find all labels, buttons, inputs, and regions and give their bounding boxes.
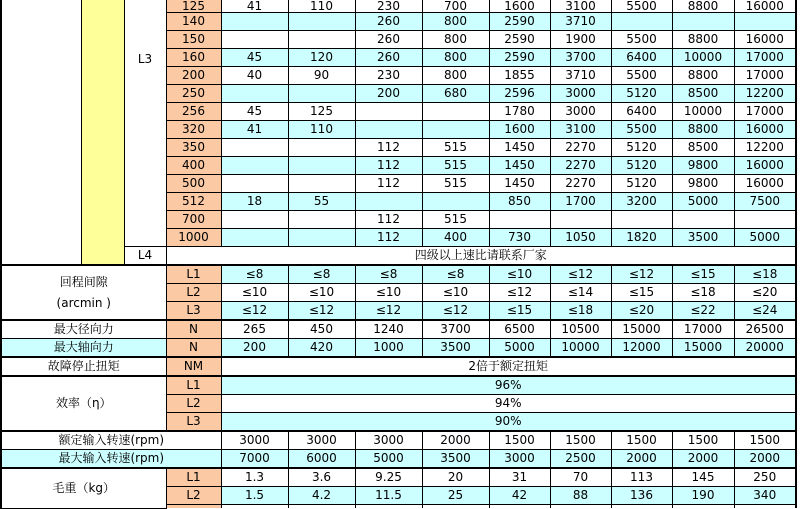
torque-value-cell: 700 xyxy=(422,0,489,13)
weight-value-cell: 1.5 xyxy=(221,487,288,505)
radial-force-value-cell: 450 xyxy=(288,320,355,339)
torque-value-cell: 515 xyxy=(422,139,489,157)
torque-value-cell: 800 xyxy=(422,67,489,85)
weight-value-cell: 70 xyxy=(550,468,611,487)
ratio-cell: 250 xyxy=(166,85,221,103)
torque-value-cell xyxy=(288,229,355,247)
axial-force-value-cell: 5000 xyxy=(489,339,550,358)
torque-value-cell xyxy=(672,211,734,229)
torque-value-cell: 18 xyxy=(221,193,288,211)
torque-value-cell xyxy=(611,13,672,31)
torque-value-cell: 1600 xyxy=(489,0,550,13)
torque-value-cell: 1600 xyxy=(489,121,550,139)
torque-value-cell: 1700 xyxy=(550,193,611,211)
torque-value-cell: 1050 xyxy=(550,229,611,247)
torque-value-cell: 2270 xyxy=(550,175,611,193)
backlash-value-cell: ≤20 xyxy=(734,284,796,302)
ratio-cell: 200 xyxy=(166,67,221,85)
torque-value-cell: 40 xyxy=(221,67,288,85)
torque-value-cell: 6400 xyxy=(611,49,672,67)
torque-value-cell xyxy=(221,85,288,103)
ratio-cell: 150 xyxy=(166,31,221,49)
torque-value-cell: 112 xyxy=(355,175,422,193)
ratio-cell: 700 xyxy=(166,211,221,229)
backlash-value-cell: ≤12 xyxy=(550,265,611,284)
torque-value-cell: 41 xyxy=(221,121,288,139)
unit-cell: NM xyxy=(166,357,221,376)
torque-value-cell: 5500 xyxy=(611,0,672,13)
backlash-value-cell: ≤12 xyxy=(221,302,288,321)
torque-value-cell xyxy=(489,211,550,229)
torque-value-cell: 110 xyxy=(288,0,355,13)
spec-table-body xyxy=(1,0,796,508)
backlash-value-cell: ≤8 xyxy=(221,265,288,284)
torque-value-cell: 5120 xyxy=(611,157,672,175)
backlash-value-cell: ≤8 xyxy=(355,265,422,284)
unit-cell: N xyxy=(166,320,221,339)
weight-value-cell: 145 xyxy=(672,468,734,487)
clipped-value-cell xyxy=(550,505,611,509)
torque-value-cell: 112 xyxy=(355,229,422,247)
torque-value-cell: 1780 xyxy=(489,103,550,121)
ratio-cell: 400 xyxy=(166,157,221,175)
backlash-value-cell: ≤12 xyxy=(288,302,355,321)
torque-value-cell xyxy=(288,157,355,175)
torque-value-cell: 850 xyxy=(489,193,550,211)
torque-value-cell: 515 xyxy=(422,175,489,193)
backlash-value-cell: ≤10 xyxy=(221,284,288,302)
torque-value-cell: 8800 xyxy=(672,121,734,139)
torque-value-cell: 260 xyxy=(355,13,422,31)
torque-value-cell xyxy=(422,103,489,121)
torque-value-cell: 800 xyxy=(422,13,489,31)
axial-force-value-cell: 1000 xyxy=(355,339,422,358)
torque-value-cell xyxy=(355,121,422,139)
backlash-value-cell: ≤20 xyxy=(611,302,672,321)
weight-value-cell: 1.3 xyxy=(221,468,288,487)
rated_speed-value-cell: 1500 xyxy=(734,431,796,450)
torque-value-cell xyxy=(355,193,422,211)
rated_speed-value-cell: 3000 xyxy=(288,431,355,450)
level-cell: L2 xyxy=(166,395,221,413)
clipped-value-cell xyxy=(221,505,288,509)
torque-value-cell: 55 xyxy=(288,193,355,211)
torque-value-cell: 16000 xyxy=(734,0,796,13)
torque-value-cell xyxy=(221,175,288,193)
torque-value-cell: 45 xyxy=(221,49,288,67)
torque-value-cell: 8800 xyxy=(672,0,734,13)
torque-value-cell: 112 xyxy=(355,139,422,157)
radial-force-value-cell: 26500 xyxy=(734,320,796,339)
torque-value-cell: 10000 xyxy=(672,103,734,121)
max_speed-value-cell: 3500 xyxy=(422,450,489,469)
weight-value-cell: 4.2 xyxy=(288,487,355,505)
backlash-value-cell: ≤8 xyxy=(422,265,489,284)
backlash-value-cell: ≤24 xyxy=(734,302,796,321)
torque-value-cell: 3000 xyxy=(550,85,611,103)
rated_speed-label: 额定输入转速(rpm) xyxy=(1,431,221,450)
ratio-cell: 350 xyxy=(166,139,221,157)
axial-force-value-cell: 200 xyxy=(221,339,288,358)
torque-value-cell xyxy=(221,139,288,157)
radial-force-label: 最大径向力 xyxy=(1,320,166,339)
efficiency-label: 效率（η） xyxy=(1,376,166,431)
weight-value-cell: 25 xyxy=(422,487,489,505)
clipped-value-cell xyxy=(422,505,489,509)
torque-value-cell: 110 xyxy=(288,121,355,139)
torque-value-cell: 5120 xyxy=(611,85,672,103)
torque-value-cell: 16000 xyxy=(734,157,796,175)
max_speed-label: 最大输入转速(rpm) xyxy=(1,450,221,469)
torque-value-cell xyxy=(672,13,734,31)
torque-value-cell xyxy=(550,211,611,229)
efficiency-value-cell: 94% xyxy=(221,395,796,413)
torque-value-cell xyxy=(221,31,288,49)
radial-force-value-cell: 10500 xyxy=(550,320,611,339)
torque-value-cell xyxy=(422,121,489,139)
torque-value-cell: 5500 xyxy=(611,67,672,85)
max_speed-value-cell: 6000 xyxy=(288,450,355,469)
torque-value-cell xyxy=(734,211,796,229)
torque-value-cell: 260 xyxy=(355,31,422,49)
level-cell: L1 xyxy=(166,468,221,487)
weight-value-cell: 88 xyxy=(550,487,611,505)
weight-value-cell: 113 xyxy=(611,468,672,487)
clipped-value-cell xyxy=(672,505,734,509)
torque-value-cell: 12200 xyxy=(734,85,796,103)
level-cell: L2 xyxy=(166,284,221,302)
torque-value-cell xyxy=(734,13,796,31)
ratio-cell: 1000 xyxy=(166,229,221,247)
torque-value-cell: 17000 xyxy=(734,67,796,85)
backlash-value-cell: ≤15 xyxy=(672,265,734,284)
weight-value-cell: 190 xyxy=(672,487,734,505)
torque-value-cell: 5120 xyxy=(611,175,672,193)
clipped-level-cell xyxy=(166,505,221,509)
torque-value-cell: 5120 xyxy=(611,139,672,157)
axial-force-value-cell: 15000 xyxy=(672,339,734,358)
weight-value-cell: 3.6 xyxy=(288,468,355,487)
axial-force-value-cell: 20000 xyxy=(734,339,796,358)
torque-value-cell: 1855 xyxy=(489,67,550,85)
level-cell: L1 xyxy=(166,265,221,284)
torque-value-cell: 3000 xyxy=(550,103,611,121)
torque-value-cell: 45 xyxy=(221,103,288,121)
radial-force-value-cell: 265 xyxy=(221,320,288,339)
torque-value-cell: 3500 xyxy=(672,229,734,247)
torque-value-cell: 3100 xyxy=(550,121,611,139)
torque-value-cell xyxy=(221,157,288,175)
torque-value-cell: 2270 xyxy=(550,157,611,175)
torque-value-cell xyxy=(221,229,288,247)
backlash-value-cell: ≤8 xyxy=(288,265,355,284)
backlash-value-cell: ≤10 xyxy=(355,284,422,302)
torque-value-cell xyxy=(288,85,355,103)
weight-value-cell: 20 xyxy=(422,468,489,487)
ratio-cell: 256 xyxy=(166,103,221,121)
torque-value-cell: 1450 xyxy=(489,157,550,175)
backlash-label-line2: (arcmin ) xyxy=(56,295,111,310)
ratio-cell: 140 xyxy=(166,13,221,31)
weight-value-cell: 340 xyxy=(734,487,796,505)
rated_speed-value-cell: 3000 xyxy=(221,431,288,450)
backlash-value-cell: ≤18 xyxy=(734,265,796,284)
ratio-cell: 512 xyxy=(166,193,221,211)
torque-value-cell: 8500 xyxy=(672,139,734,157)
left-margin-cell xyxy=(1,0,81,265)
torque-value-cell xyxy=(221,211,288,229)
rated_speed-value-cell: 2000 xyxy=(422,431,489,450)
torque-value-cell: 5500 xyxy=(611,121,672,139)
weight-value-cell: 31 xyxy=(489,468,550,487)
ratio-cell: 500 xyxy=(166,175,221,193)
clipped-value-cell xyxy=(288,505,355,509)
torque-value-cell: 17000 xyxy=(734,103,796,121)
torque-value-cell: 112 xyxy=(355,157,422,175)
torque-value-cell: 120 xyxy=(288,49,355,67)
max_speed-value-cell: 2000 xyxy=(734,450,796,469)
efficiency-value-cell: 90% xyxy=(221,413,796,432)
ratio-cell: 320 xyxy=(166,121,221,139)
ratio-cell: 125 xyxy=(166,0,221,13)
torque-value-cell: 1450 xyxy=(489,139,550,157)
weight-value-cell: 11.5 xyxy=(355,487,422,505)
max_speed-value-cell: 7000 xyxy=(221,450,288,469)
torque-value-cell: 125 xyxy=(288,103,355,121)
torque-value-cell: 3700 xyxy=(550,49,611,67)
axial-force-label: 最大轴向力 xyxy=(1,339,166,358)
torque-value-cell xyxy=(221,13,288,31)
weight-value-cell: 136 xyxy=(611,487,672,505)
stall-torque-label: 故障停止扭矩 xyxy=(1,357,166,376)
torque-value-cell: 16000 xyxy=(734,121,796,139)
torque-value-cell: 1820 xyxy=(611,229,672,247)
radial-force-value-cell: 15000 xyxy=(611,320,672,339)
torque-value-cell: 730 xyxy=(489,229,550,247)
rated_speed-value-cell: 3000 xyxy=(355,431,422,450)
backlash-value-cell: ≤18 xyxy=(550,302,611,321)
backlash-value-cell: ≤12 xyxy=(422,302,489,321)
weight-value-cell: 9.25 xyxy=(355,468,422,487)
ratio-cell: 160 xyxy=(166,49,221,67)
efficiency-value-cell: 96% xyxy=(221,376,796,395)
weight-value-cell: 42 xyxy=(489,487,550,505)
torque-value-cell: 2590 xyxy=(489,31,550,49)
backlash-label-line1: 回程间隙 xyxy=(59,274,108,289)
torque-value-cell: 5500 xyxy=(611,31,672,49)
level-cell: L1 xyxy=(166,376,221,395)
torque-value-cell: 3200 xyxy=(611,193,672,211)
backlash-value-cell: ≤12 xyxy=(355,302,422,321)
clipped-value-cell xyxy=(489,505,550,509)
torque-value-cell: 3710 xyxy=(550,13,611,31)
torque-value-cell: 400 xyxy=(422,229,489,247)
torque-value-cell: 8800 xyxy=(672,31,734,49)
torque-value-cell: 3710 xyxy=(550,67,611,85)
backlash-value-cell: ≤12 xyxy=(611,265,672,284)
torque-value-cell: 17000 xyxy=(734,49,796,67)
level-cell: L3 xyxy=(166,413,221,432)
torque-value-cell: 5000 xyxy=(672,193,734,211)
torque-value-cell: 3100 xyxy=(550,0,611,13)
torque-value-cell: 12200 xyxy=(734,139,796,157)
axial-force-value-cell: 3500 xyxy=(422,339,489,358)
torque-value-cell: 16000 xyxy=(734,175,796,193)
radial-force-value-cell: 6500 xyxy=(489,320,550,339)
axial-force-value-cell: 420 xyxy=(288,339,355,358)
clipped-value-cell xyxy=(355,505,422,509)
torque-value-cell xyxy=(288,211,355,229)
backlash-label xyxy=(1,265,166,320)
torque-value-cell: 200 xyxy=(355,85,422,103)
torque-value-cell xyxy=(288,13,355,31)
backlash-value-cell: ≤12 xyxy=(489,284,550,302)
torque-value-cell: 8800 xyxy=(672,67,734,85)
torque-value-cell: 680 xyxy=(422,85,489,103)
weight-label: 毛重（kg） xyxy=(1,468,166,508)
torque-value-cell: 1900 xyxy=(550,31,611,49)
torque-value-cell: 230 xyxy=(355,67,422,85)
rated_speed-value-cell: 1500 xyxy=(550,431,611,450)
torque-value-cell: 9800 xyxy=(672,175,734,193)
torque-value-cell: 16000 xyxy=(734,31,796,49)
axial-force-value-cell: 10000 xyxy=(550,339,611,358)
torque-value-cell: 9800 xyxy=(672,157,734,175)
series-highlight-cell xyxy=(81,0,124,265)
backlash-value-cell: ≤22 xyxy=(672,302,734,321)
backlash-value-cell: ≤10 xyxy=(288,284,355,302)
torque-value-cell: 5000 xyxy=(734,229,796,247)
stage-group-label: L3 xyxy=(124,0,166,247)
backlash-value-cell: ≤14 xyxy=(550,284,611,302)
torque-value-cell: 90 xyxy=(288,67,355,85)
clipped-value-cell xyxy=(734,505,796,509)
torque-value-cell: 112 xyxy=(355,211,422,229)
clipped-value-cell xyxy=(611,505,672,509)
rated_speed-value-cell: 1500 xyxy=(611,431,672,450)
rated_speed-value-cell: 1500 xyxy=(672,431,734,450)
torque-value-cell: 1450 xyxy=(489,175,550,193)
backlash-value-cell: ≤10 xyxy=(422,284,489,302)
backlash-value-cell: ≤10 xyxy=(489,265,550,284)
backlash-value-cell: ≤15 xyxy=(611,284,672,302)
weight-value-cell: 250 xyxy=(734,468,796,487)
rated_speed-value-cell: 1500 xyxy=(489,431,550,450)
level-cell: L2 xyxy=(166,487,221,505)
torque-value-cell: 800 xyxy=(422,31,489,49)
torque-value-cell xyxy=(288,31,355,49)
max_speed-value-cell: 2000 xyxy=(611,450,672,469)
torque-value-cell xyxy=(611,211,672,229)
torque-value-cell: 7500 xyxy=(734,193,796,211)
stall-torque-note: 2倍于额定扭矩 xyxy=(221,357,796,376)
torque-value-cell: 2590 xyxy=(489,49,550,67)
torque-value-cell xyxy=(422,193,489,211)
radial-force-value-cell: 17000 xyxy=(672,320,734,339)
torque-value-cell: 41 xyxy=(221,0,288,13)
axial-force-value-cell: 12000 xyxy=(611,339,672,358)
torque-value-cell: 8500 xyxy=(672,85,734,103)
l4-contact-note: 四级以上速比请联系厂家 xyxy=(166,247,796,266)
stage-l4-label: L4 xyxy=(124,247,166,266)
torque-value-cell xyxy=(288,175,355,193)
torque-value-cell: 2590 xyxy=(489,13,550,31)
max_speed-value-cell: 2500 xyxy=(550,450,611,469)
torque-value-cell: 230 xyxy=(355,0,422,13)
radial-force-value-cell: 3700 xyxy=(422,320,489,339)
torque-value-cell: 260 xyxy=(355,49,422,67)
torque-value-cell: 515 xyxy=(422,211,489,229)
torque-value-cell: 515 xyxy=(422,157,489,175)
radial-force-value-cell: 1240 xyxy=(355,320,422,339)
level-cell: L3 xyxy=(166,302,221,321)
torque-value-cell: 800 xyxy=(422,49,489,67)
unit-cell: N xyxy=(166,339,221,358)
max_speed-value-cell: 3000 xyxy=(489,450,550,469)
torque-value-cell: 10000 xyxy=(672,49,734,67)
backlash-value-cell: ≤15 xyxy=(489,302,550,321)
torque-value-cell: 2596 xyxy=(489,85,550,103)
max_speed-value-cell: 5000 xyxy=(355,450,422,469)
backlash-value-cell: ≤18 xyxy=(672,284,734,302)
torque-value-cell xyxy=(355,103,422,121)
torque-value-cell: 6400 xyxy=(611,103,672,121)
torque-value-cell: 2270 xyxy=(550,139,611,157)
max_speed-value-cell: 2000 xyxy=(672,450,734,469)
torque-value-cell xyxy=(288,139,355,157)
